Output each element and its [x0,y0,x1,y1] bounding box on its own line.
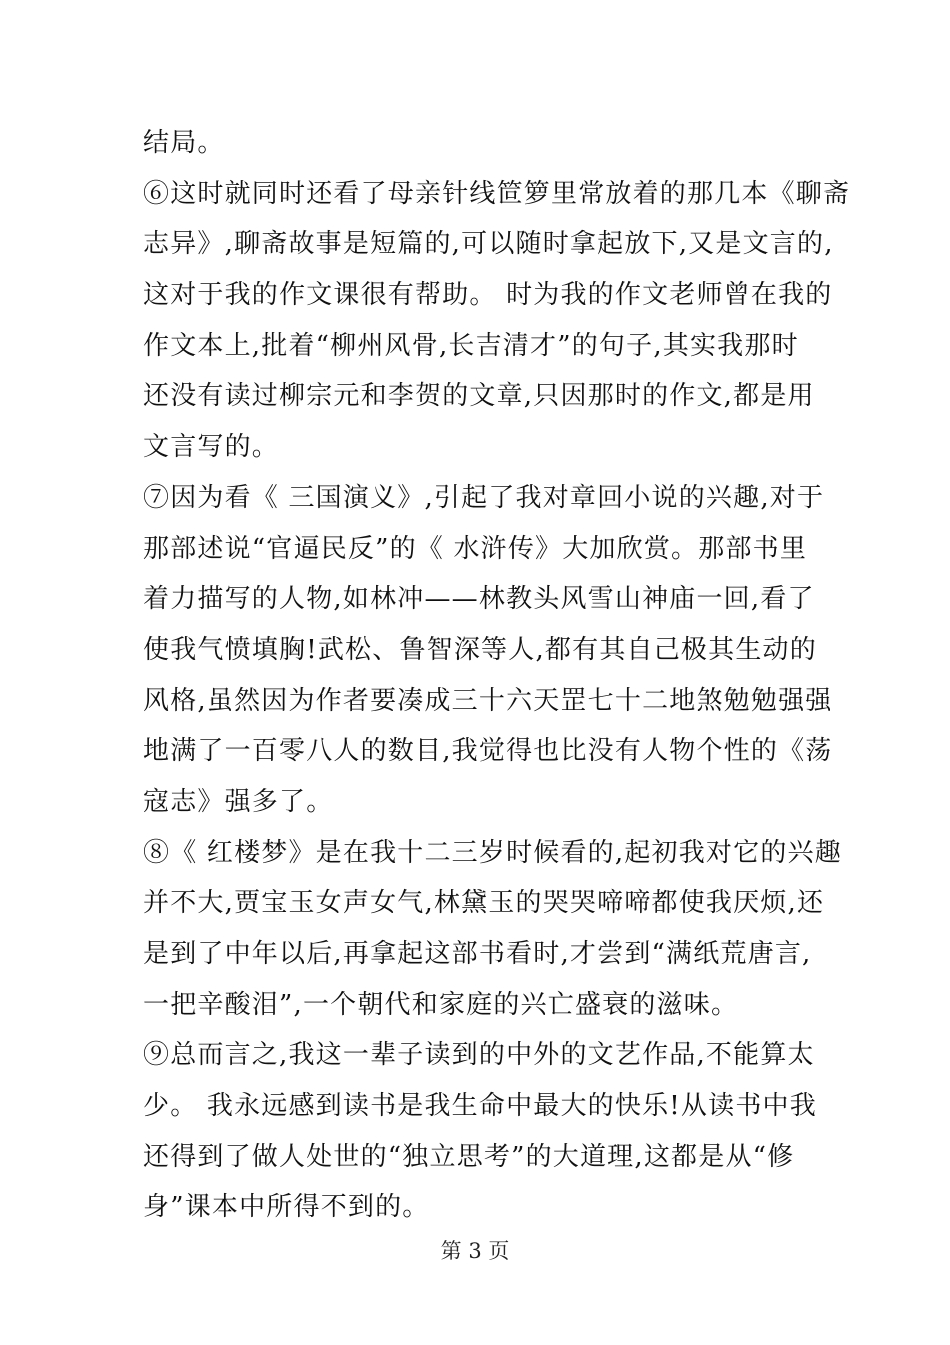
text-line: 这对于我的作文课很有帮助。 时为我的作文老师曾在我的 [143,280,833,311]
text-line: 地满了一百零八人的数目,我觉得也比没有人物个性的《荡 [143,736,833,767]
text-line: 那部述说“官逼民反”的《 水浒传》大加欣赏。那部书里 [143,533,808,564]
text-line: 志异》,聊斋故事是短篇的,可以随时拿起放下,又是文言的, [143,229,834,260]
text-line: 着力描写的人物,如林冲——林教头风雪山神庙一回,看了 [143,584,815,615]
page-number: 第 3 页 [440,1239,510,1263]
text-line: ⑥这时就同时还看了母亲针线笸箩里常放着的那几本《聊斋 [143,178,851,209]
text-line: ⑨总而言之,我这一辈子读到的中外的文艺作品,不能算太 [143,1040,815,1071]
text-line: 文言写的。 [143,432,280,463]
text-line: 一把辛酸泪”,一个朝代和家庭的兴亡盛衰的滋味。 [143,989,739,1020]
text-line: 并不大,贾宝玉女声女气,林黛玉的哭哭啼啼都使我厌烦,还 [143,888,825,919]
body-text [143,118,851,1233]
text-line: 是到了中年以后,再拿起这部书看时,才尝到“满纸荒唐言, [143,939,812,969]
text-line: 结局。 [143,128,225,158]
text-line: 风格,虽然因为作者要凑成三十六天罡七十二地煞勉勉强强 [143,685,833,716]
text-line: 使我气愤填胸!武松、鲁智深等人,都有其自己极其生动的 [143,634,817,665]
text-line: 作文本上,批着“柳州风骨,长吉清才”的句子,其实我那时 [143,330,799,361]
text-line: ⑦因为看《 三国演义》,引起了我对章回小说的兴趣,对于 [143,482,825,513]
text-line: 还没有读过柳宗元和李贺的文章,只因那时的作文,都是用 [143,381,815,412]
text-line: 少。 我永远感到读书是我生命中最大的快乐!从读书中我 [143,1091,817,1122]
text-line: 身”课本中所得不到的。 [143,1192,430,1223]
text-line: 寇志》强多了。 [143,786,334,817]
text-line: ⑧《 红楼梦》是在我十二三岁时候看的,起初我对它的兴趣 [143,837,842,868]
text-line: 还得到了做人处世的“独立思考”的大道理,这都是从“修 [143,1141,795,1172]
